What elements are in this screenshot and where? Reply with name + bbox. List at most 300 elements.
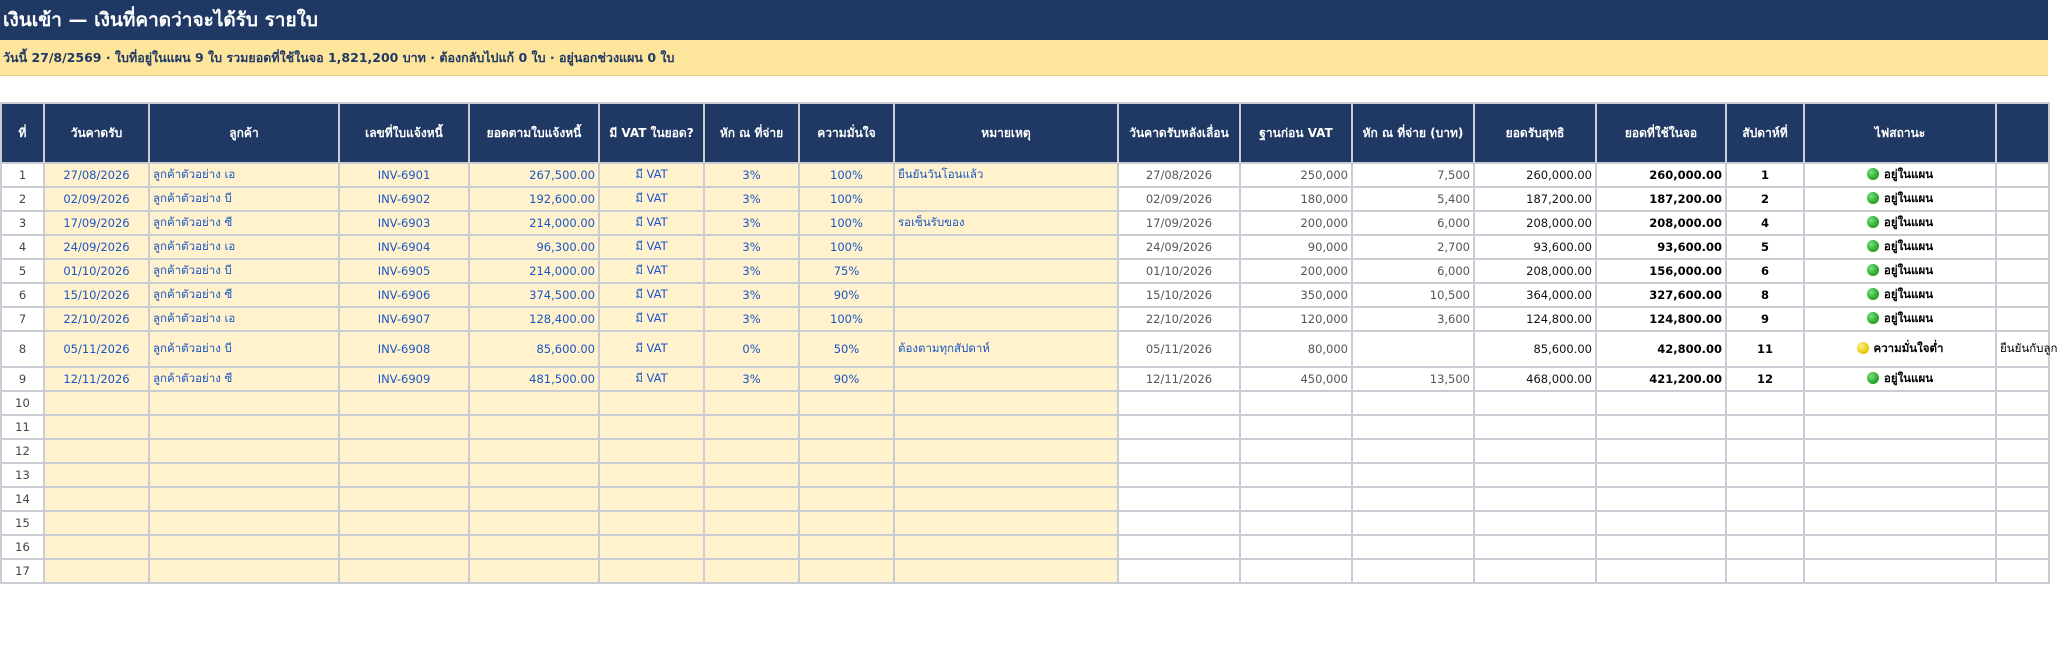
confidence-cell[interactable]: 100% [799, 307, 894, 331]
empty-cell[interactable] [704, 463, 799, 487]
empty-cell [1596, 391, 1726, 415]
empty-cell [1996, 415, 2049, 439]
note-cell[interactable]: รอเซ็นรับของ [894, 211, 1118, 235]
column-header[interactable]: สัปดาห์ที่ [1726, 103, 1804, 163]
table-row [1, 331, 2049, 367]
used-amount-cell: 124,800.00 [1596, 307, 1726, 331]
empty-cell[interactable] [44, 439, 149, 463]
net-receipt-cell: 93,600.00 [1474, 235, 1596, 259]
empty-cell[interactable] [799, 511, 894, 535]
empty-cell [1352, 487, 1474, 511]
empty-cell [1996, 391, 2049, 415]
column-header[interactable]: วันคาดรับ [44, 103, 149, 163]
empty-cell [1352, 391, 1474, 415]
empty-cell [1996, 463, 2049, 487]
net-receipt-cell: 208,000.00 [1474, 259, 1596, 283]
column-header[interactable]: หัก ณ ที่จ่าย [704, 103, 799, 163]
used-amount-cell: 421,200.00 [1596, 367, 1726, 391]
shifted-date-cell: 01/10/2026 [1118, 259, 1240, 283]
week-number-cell: 8 [1726, 283, 1804, 307]
extra-cell [1996, 307, 2049, 331]
empty-cell[interactable] [599, 511, 704, 535]
status-light-icon [1867, 192, 1879, 204]
expected-date-cell[interactable]: 02/09/2026 [44, 187, 149, 211]
shifted-date-cell: 12/11/2026 [1118, 367, 1240, 391]
row-number-cell: 1 [1, 163, 44, 187]
empty-cell[interactable] [469, 511, 599, 535]
note-cell[interactable] [894, 259, 1118, 283]
customer-cell[interactable]: ลูกค้าตัวอย่าง ซี [149, 211, 339, 235]
empty-cell[interactable] [339, 391, 469, 415]
empty-cell[interactable] [44, 511, 149, 535]
status-label: อยู่ในแผน [1883, 167, 1934, 181]
empty-cell [1474, 511, 1596, 535]
withholding-rate-cell[interactable]: 3% [704, 163, 799, 187]
empty-cell [1118, 487, 1240, 511]
note-cell[interactable]: ต้องตามทุกสัปดาห์ [894, 331, 1118, 367]
empty-cell[interactable] [339, 415, 469, 439]
customer-cell[interactable]: ลูกค้าตัวอย่าง บี [149, 187, 339, 211]
shifted-date-cell: 17/09/2026 [1118, 211, 1240, 235]
empty-cell[interactable] [894, 511, 1118, 535]
empty-cell[interactable] [44, 463, 149, 487]
empty-cell[interactable] [469, 463, 599, 487]
empty-cell[interactable] [704, 535, 799, 559]
empty-cell[interactable] [599, 391, 704, 415]
empty-cell[interactable] [894, 415, 1118, 439]
empty-cell[interactable] [469, 439, 599, 463]
row-number-cell: 8 [1, 331, 44, 367]
empty-cell[interactable] [799, 415, 894, 439]
empty-cell[interactable] [599, 487, 704, 511]
empty-cell [1596, 487, 1726, 511]
empty-cell[interactable] [894, 463, 1118, 487]
empty-cell [1804, 463, 1996, 487]
vat-included-cell[interactable]: มี VAT [599, 259, 704, 283]
used-amount-cell: 93,600.00 [1596, 235, 1726, 259]
extra-cell [1996, 259, 2049, 283]
invoice-amount-cell[interactable]: 128,400.00 [469, 307, 599, 331]
status-light-icon [1867, 264, 1879, 276]
vat-included-cell[interactable]: มี VAT [599, 367, 704, 391]
confidence-cell[interactable]: 100% [799, 163, 894, 187]
empty-cell [1726, 391, 1804, 415]
customer-cell[interactable]: ลูกค้าตัวอย่าง เอ [149, 307, 339, 331]
confidence-cell[interactable]: 75% [799, 259, 894, 283]
customer-cell[interactable]: ลูกค้าตัวอย่าง ซี [149, 283, 339, 307]
empty-cell [1996, 487, 2049, 511]
column-header[interactable]: ฐานก่อน VAT [1240, 103, 1352, 163]
withholding-baht-cell: 2,700 [1352, 235, 1474, 259]
invoice-number-cell[interactable]: INV-6904 [339, 235, 469, 259]
vat-included-cell[interactable]: มี VAT [599, 235, 704, 259]
vat-included-cell[interactable]: มี VAT [599, 331, 704, 367]
row-number-cell: 2 [1, 187, 44, 211]
column-header[interactable]: เลขที่ใบแจ้งหนี้ [339, 103, 469, 163]
status-light-icon [1867, 288, 1879, 300]
empty-cell[interactable] [704, 439, 799, 463]
empty-cell [1596, 415, 1726, 439]
table-row [1, 163, 2049, 187]
empty-row [1, 463, 2049, 487]
column-header[interactable]: หัก ณ ที่จ่าย (บาท) [1352, 103, 1474, 163]
table-row [1, 235, 2049, 259]
status-label: อยู่ในแผน [1883, 215, 1934, 229]
empty-cell[interactable] [599, 535, 704, 559]
row-number-cell: 4 [1, 235, 44, 259]
invoice-number-cell[interactable]: INV-6909 [339, 367, 469, 391]
empty-cell [1352, 415, 1474, 439]
empty-cell[interactable] [599, 559, 704, 583]
empty-cell [1352, 511, 1474, 535]
used-amount-cell: 260,000.00 [1596, 163, 1726, 187]
empty-cell [1804, 559, 1996, 583]
empty-cell[interactable] [894, 391, 1118, 415]
empty-cell[interactable] [799, 559, 894, 583]
pre-vat-base-cell: 80,000 [1240, 331, 1352, 367]
empty-cell[interactable] [149, 535, 339, 559]
withholding-rate-cell[interactable]: 0% [704, 331, 799, 367]
status-label: อยู่ในแผน [1883, 191, 1934, 205]
withholding-rate-cell[interactable]: 3% [704, 211, 799, 235]
empty-cell[interactable] [799, 463, 894, 487]
week-number-cell: 12 [1726, 367, 1804, 391]
empty-cell [1726, 559, 1804, 583]
empty-cell[interactable] [339, 559, 469, 583]
vat-included-cell[interactable]: มี VAT [599, 163, 704, 187]
empty-cell[interactable] [704, 415, 799, 439]
empty-cell [1726, 511, 1804, 535]
empty-cell [1726, 415, 1804, 439]
extra-cell [1996, 235, 2049, 259]
empty-cell [1726, 439, 1804, 463]
empty-cell[interactable] [704, 559, 799, 583]
used-amount-cell: 42,800.00 [1596, 331, 1726, 367]
pre-vat-base-cell: 90,000 [1240, 235, 1352, 259]
empty-cell [1474, 415, 1596, 439]
empty-cell [1240, 559, 1352, 583]
invoice-amount-cell[interactable]: 214,000.00 [469, 211, 599, 235]
summary-bar: วันนี้ 27/8/2569 · ใบที่อยู่ในแผน 9 ใบ รวมยอดที่ใช้ในจอ 1,821,200 บาท · ต้องกลับไปแก้ 0 ใบ · อยู่นอกช่วงแผน 0 ใบ [0, 40, 2048, 76]
invoice-amount-cell[interactable]: 374,500.00 [469, 283, 599, 307]
empty-cell[interactable] [149, 439, 339, 463]
confidence-cell[interactable]: 90% [799, 367, 894, 391]
week-number-cell: 2 [1726, 187, 1804, 211]
empty-cell [1352, 463, 1474, 487]
net-receipt-cell: 364,000.00 [1474, 283, 1596, 307]
status-cell [1804, 331, 1996, 367]
empty-cell [1596, 511, 1726, 535]
empty-cell [1240, 415, 1352, 439]
note-cell[interactable]: ยืนยันวันโอนแล้ว [894, 163, 1118, 187]
expected-date-cell[interactable]: 24/09/2026 [44, 235, 149, 259]
empty-cell[interactable] [894, 535, 1118, 559]
pre-vat-base-cell: 250,000 [1240, 163, 1352, 187]
note-cell[interactable] [894, 187, 1118, 211]
empty-cell[interactable] [469, 487, 599, 511]
status-light-icon [1867, 240, 1879, 252]
empty-cell[interactable] [894, 559, 1118, 583]
column-header[interactable] [1996, 103, 2049, 163]
note-cell[interactable] [894, 283, 1118, 307]
invoice-number-cell[interactable]: INV-6905 [339, 259, 469, 283]
invoice-number-cell[interactable]: INV-6903 [339, 211, 469, 235]
withholding-baht-cell: 3,600 [1352, 307, 1474, 331]
net-receipt-cell: 124,800.00 [1474, 307, 1596, 331]
column-header[interactable]: ไฟสถานะ [1804, 103, 1996, 163]
column-header[interactable]: มี VAT ในยอด? [599, 103, 704, 163]
empty-cell[interactable] [799, 535, 894, 559]
empty-row [1, 391, 2049, 415]
expected-date-cell[interactable]: 15/10/2026 [44, 283, 149, 307]
empty-cell [1996, 439, 2049, 463]
week-number-cell: 9 [1726, 307, 1804, 331]
status-label: อยู่ในแผน [1883, 371, 1934, 385]
row-number-cell: 13 [1, 463, 44, 487]
pre-vat-base-cell: 120,000 [1240, 307, 1352, 331]
empty-cell[interactable] [44, 415, 149, 439]
customer-cell[interactable]: ลูกค้าตัวอย่าง บี [149, 331, 339, 367]
empty-cell [1240, 511, 1352, 535]
extra-cell [1996, 367, 2049, 391]
empty-cell [1474, 535, 1596, 559]
empty-cell[interactable] [339, 463, 469, 487]
empty-row [1, 415, 2049, 439]
extra-cell [1996, 187, 2049, 211]
status-cell [1804, 367, 1996, 391]
vat-included-cell[interactable]: มี VAT [599, 211, 704, 235]
shifted-date-cell: 22/10/2026 [1118, 307, 1240, 331]
expected-date-cell[interactable]: 22/10/2026 [44, 307, 149, 331]
column-header[interactable]: หมายเหตุ [894, 103, 1118, 163]
pre-vat-base-cell: 200,000 [1240, 259, 1352, 283]
invoice-amount-cell[interactable]: 192,600.00 [469, 187, 599, 211]
column-header[interactable]: ความมั่นใจ [799, 103, 894, 163]
invoice-number-cell[interactable]: INV-6902 [339, 187, 469, 211]
empty-cell[interactable] [339, 535, 469, 559]
empty-cell [1804, 391, 1996, 415]
customer-cell[interactable]: ลูกค้าตัวอย่าง ซี [149, 367, 339, 391]
vat-included-cell[interactable]: มี VAT [599, 187, 704, 211]
invoice-amount-cell[interactable]: 96,300.00 [469, 235, 599, 259]
shifted-date-cell: 27/08/2026 [1118, 163, 1240, 187]
empty-cell[interactable] [44, 559, 149, 583]
column-header[interactable]: ยอดรับสุทธิ [1474, 103, 1596, 163]
used-amount-cell: 156,000.00 [1596, 259, 1726, 283]
empty-cell[interactable] [469, 391, 599, 415]
withholding-baht-cell [1352, 331, 1474, 367]
row-number-cell: 7 [1, 307, 44, 331]
empty-cell [1996, 535, 2049, 559]
empty-cell[interactable] [149, 391, 339, 415]
withholding-rate-cell[interactable]: 3% [704, 367, 799, 391]
empty-cell [1596, 439, 1726, 463]
empty-cell [1474, 463, 1596, 487]
empty-row [1, 535, 2049, 559]
withholding-baht-cell: 10,500 [1352, 283, 1474, 307]
withholding-rate-cell[interactable]: 3% [704, 283, 799, 307]
note-cell[interactable] [894, 307, 1118, 331]
invoice-number-cell[interactable]: INV-6907 [339, 307, 469, 331]
net-receipt-cell: 468,000.00 [1474, 367, 1596, 391]
confidence-cell[interactable]: 100% [799, 211, 894, 235]
empty-cell [1118, 439, 1240, 463]
status-label: อยู่ในแผน [1883, 239, 1934, 253]
net-receipt-cell: 85,600.00 [1474, 331, 1596, 367]
empty-cell [1474, 439, 1596, 463]
empty-cell [1240, 439, 1352, 463]
empty-cell [1352, 535, 1474, 559]
empty-row [1, 487, 2049, 511]
empty-cell[interactable] [339, 439, 469, 463]
invoice-amount-cell[interactable]: 85,600.00 [469, 331, 599, 367]
table-row [1, 211, 2049, 235]
empty-cell [1118, 535, 1240, 559]
expected-date-cell[interactable]: 01/10/2026 [44, 259, 149, 283]
net-receipt-cell: 208,000.00 [1474, 211, 1596, 235]
confidence-cell[interactable]: 100% [799, 187, 894, 211]
empty-cell [1804, 415, 1996, 439]
row-number-cell: 16 [1, 535, 44, 559]
column-header[interactable]: ลูกค้า [149, 103, 339, 163]
note-cell[interactable] [894, 235, 1118, 259]
empty-cell[interactable] [149, 511, 339, 535]
withholding-rate-cell[interactable]: 3% [704, 235, 799, 259]
status-cell [1804, 235, 1996, 259]
empty-cell[interactable] [149, 487, 339, 511]
used-amount-cell: 327,600.00 [1596, 283, 1726, 307]
row-number-cell: 6 [1, 283, 44, 307]
confidence-cell[interactable]: 50% [799, 331, 894, 367]
pre-vat-base-cell: 200,000 [1240, 211, 1352, 235]
empty-cell[interactable] [339, 511, 469, 535]
empty-cell[interactable] [149, 559, 339, 583]
expected-date-cell[interactable]: 05/11/2026 [44, 331, 149, 367]
empty-cell[interactable] [799, 391, 894, 415]
row-number-cell: 5 [1, 259, 44, 283]
empty-row [1, 559, 2049, 583]
empty-cell[interactable] [44, 535, 149, 559]
empty-cell [1240, 391, 1352, 415]
week-number-cell: 5 [1726, 235, 1804, 259]
empty-cell [1804, 439, 1996, 463]
withholding-rate-cell[interactable]: 3% [704, 307, 799, 331]
empty-cell[interactable] [704, 391, 799, 415]
empty-cell [1474, 559, 1596, 583]
expected-date-cell[interactable]: 12/11/2026 [44, 367, 149, 391]
column-header[interactable]: ยอดที่ใช้ในจอ [1596, 103, 1726, 163]
empty-cell [1596, 463, 1726, 487]
empty-cell[interactable] [469, 535, 599, 559]
net-receipt-cell: 260,000.00 [1474, 163, 1596, 187]
status-label: อยู่ในแผน [1883, 263, 1934, 277]
status-cell [1804, 163, 1996, 187]
vat-included-cell[interactable]: มี VAT [599, 307, 704, 331]
column-header[interactable]: ที่ [1, 103, 44, 163]
empty-cell[interactable] [799, 439, 894, 463]
column-header[interactable]: วันคาดรับหลังเลื่อน [1118, 103, 1240, 163]
extra-cell: ยืนยันกับลูก [1996, 331, 2049, 367]
empty-cell[interactable] [599, 415, 704, 439]
empty-cell[interactable] [894, 487, 1118, 511]
status-light-icon [1867, 312, 1879, 324]
empty-cell[interactable] [599, 439, 704, 463]
confidence-cell[interactable]: 100% [799, 235, 894, 259]
withholding-baht-cell: 13,500 [1352, 367, 1474, 391]
table-row [1, 307, 2049, 331]
empty-cell[interactable] [149, 463, 339, 487]
status-cell [1804, 307, 1996, 331]
empty-row [1, 439, 2049, 463]
week-number-cell: 11 [1726, 331, 1804, 367]
confidence-cell[interactable]: 90% [799, 283, 894, 307]
customer-cell[interactable]: ลูกค้าตัวอย่าง บี [149, 259, 339, 283]
empty-cell [1996, 559, 2049, 583]
status-cell [1804, 283, 1996, 307]
empty-cell [1118, 511, 1240, 535]
row-number-cell: 12 [1, 439, 44, 463]
empty-cell[interactable] [44, 487, 149, 511]
row-number-cell: 14 [1, 487, 44, 511]
note-cell[interactable] [894, 367, 1118, 391]
pre-vat-base-cell: 180,000 [1240, 187, 1352, 211]
empty-cell[interactable] [599, 463, 704, 487]
table-row [1, 259, 2049, 283]
invoice-number-cell[interactable]: INV-6906 [339, 283, 469, 307]
invoice-number-cell[interactable]: INV-6901 [339, 163, 469, 187]
empty-cell [1726, 463, 1804, 487]
empty-cell [1726, 535, 1804, 559]
empty-cell[interactable] [44, 391, 149, 415]
empty-cell [1804, 535, 1996, 559]
vat-included-cell[interactable]: มี VAT [599, 283, 704, 307]
empty-cell [1996, 511, 2049, 535]
invoice-amount-cell[interactable]: 214,000.00 [469, 259, 599, 283]
status-light-icon [1867, 216, 1879, 228]
empty-cell[interactable] [149, 415, 339, 439]
customer-cell[interactable]: ลูกค้าตัวอย่าง เอ [149, 163, 339, 187]
expected-date-cell[interactable]: 27/08/2026 [44, 163, 149, 187]
empty-cell [1726, 487, 1804, 511]
empty-cell[interactable] [704, 511, 799, 535]
customer-cell[interactable]: ลูกค้าตัวอย่าง เอ [149, 235, 339, 259]
invoice-number-cell[interactable]: INV-6908 [339, 331, 469, 367]
status-light-icon [1857, 342, 1869, 354]
week-number-cell: 4 [1726, 211, 1804, 235]
empty-cell[interactable] [469, 559, 599, 583]
invoice-amount-cell[interactable]: 481,500.00 [469, 367, 599, 391]
empty-cell[interactable] [894, 439, 1118, 463]
empty-cell[interactable] [704, 487, 799, 511]
empty-cell[interactable] [469, 415, 599, 439]
net-receipt-cell: 187,200.00 [1474, 187, 1596, 211]
used-amount-cell: 187,200.00 [1596, 187, 1726, 211]
invoice-table [0, 102, 2057, 584]
expected-date-cell[interactable]: 17/09/2026 [44, 211, 149, 235]
used-amount-cell: 208,000.00 [1596, 211, 1726, 235]
status-cell [1804, 211, 1996, 235]
empty-cell [1118, 391, 1240, 415]
withholding-rate-cell[interactable]: 3% [704, 259, 799, 283]
empty-cell[interactable] [799, 487, 894, 511]
empty-cell [1352, 559, 1474, 583]
empty-cell[interactable] [339, 487, 469, 511]
column-header[interactable]: ยอดตามใบแจ้งหนี้ [469, 103, 599, 163]
withholding-rate-cell[interactable]: 3% [704, 187, 799, 211]
invoice-amount-cell[interactable]: 267,500.00 [469, 163, 599, 187]
week-number-cell: 1 [1726, 163, 1804, 187]
shifted-date-cell: 05/11/2026 [1118, 331, 1240, 367]
